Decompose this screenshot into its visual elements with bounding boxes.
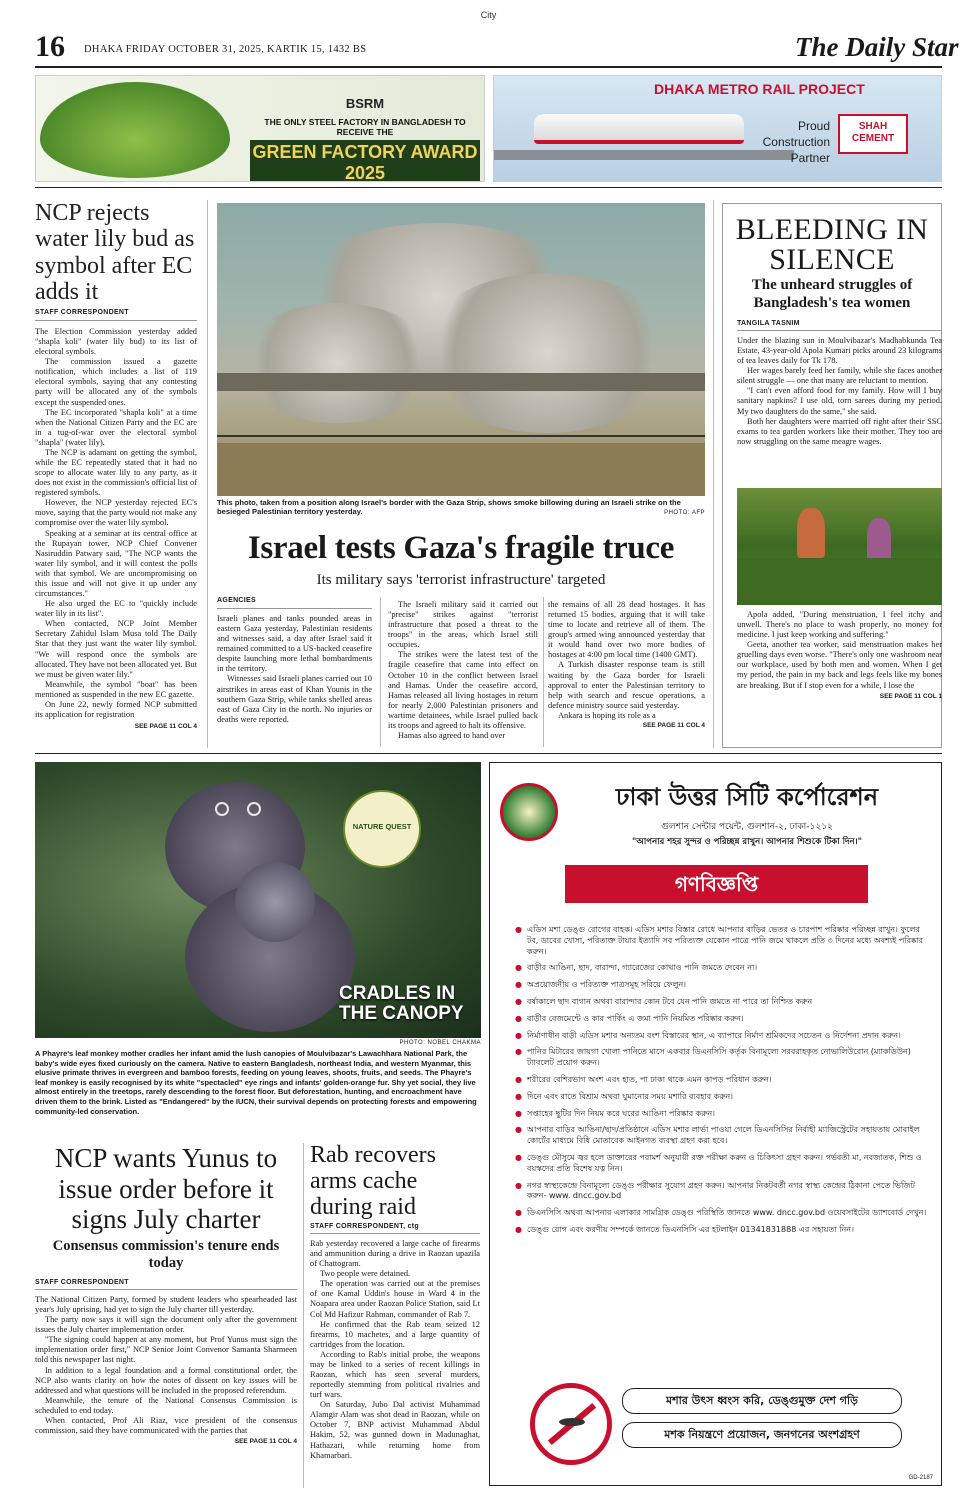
paragraph: Hamas also agreed to hand over: [398, 731, 506, 741]
notice-item: ● এডিস মশা ডেঙ্গু রোগের বাহক। এডিস মশার বিস্তার রোধে আপনার বাড়ির ভেতর ও চারপাশ পরিষ্কার পরিচ্ছন্ন রাখুন। ফুলের টব, ডাবের খোসা, পরিত্যক্ত টায়ার ইত্যাদি সব পরিত্যক্ত যেকোন পাত্রে পানি জমে থাকলে প্রতি ৩ দিনের মধ্যে অবশ্যই পরিষ্কার করুন।: [515, 925, 930, 957]
ncp-continued[interactable]: SEE PAGE 11 COL 4: [134, 723, 197, 731]
tea-deck: The unheard struggles of Bangladesh's tea women: [751, 277, 913, 311]
notice-item: ● আপনার বাড়ির আঙিনা/ছাদ/প্রতিষ্ঠানে এডিস মশার লার্ভা পাওয়া গেলে ডিএনসিসির নির্বাহী ম্যাজিস্ট্রেটের সহায়তায় মোবাইল কোর্টের মাধ্যমে বিধি মোতাবেক আইনগত ব্যবস্থা গ্রহণ করা হবে।: [515, 1125, 930, 1147]
ncp-byline: STAFF CORRESPONDENT: [35, 309, 129, 316]
paragraph: Ankara is hoping its role as a: [558, 710, 656, 720]
nature-quest-badge: NATURE QUEST: [343, 790, 421, 868]
notice-item: ● সপ্তাহের ছুটির দিন নিয়ম করে ঘরের আঙিনা পরিষ্কার করুন।: [515, 1109, 930, 1120]
column-divider: [207, 200, 208, 748]
paragraph: In addition to a legal foundation and a formal constitutional order, the NCP also wants clarity on how the notes of dissent on key issues will be addressed and what questions will be included in the proposed referendum.: [35, 1365, 297, 1395]
ncp-headline[interactable]: NCP rejects water lily bud as symbol after EC adds it: [35, 200, 195, 306]
notice-org: ঢাকা উত্তর সিটি কর্পোরেশন: [615, 783, 879, 811]
bsrm-award: GREEN FACTORY AWARD 2025: [250, 140, 480, 182]
paragraph: Israeli planes and tanks pounded areas in eastern Gaza yesterday, Palestinian residents and witnesses said, a day after Israel said it remained committed to a US-backed ceasefire despite launching more lethal bombardments in the territory.: [217, 614, 372, 674]
notice-item: ● ডেঙ্গু মৌসুমে জ্বর হলে ডাক্তারের পরামর্শ অনুযায়ী রক্ত পরীক্ষা করুন ও চিকিৎসা গ্রহণ করুন। গর্ভবতী মা, নবজাতক, শিশু ও বয়স্কদের প্রতি বিশেষ যত্ন নিন।: [515, 1153, 930, 1175]
dateline: DHAKA FRIDAY OCTOBER 31, 2025, KARTIK 15, 1432 BS: [84, 44, 367, 55]
notice-items: [515, 925, 930, 1242]
rab-byline: STAFF CORRESPONDENT, ctg: [310, 1223, 419, 1230]
ncp-body: [35, 327, 197, 720]
bsrm-tagline: THE ONLY STEEL FACTORY IN BANGLADESH TO RECEIVE THE: [264, 117, 466, 137]
rab-headline[interactable]: Rab recovers arms cache during raid: [310, 1142, 436, 1220]
leaf-monkey-photo: [35, 762, 481, 1038]
paragraph: The commission issued a gazette notification, which includes a list of 119 electoral symbols, saying that any contesting party will be allocated any of the symbols except the suspended ones.: [35, 357, 197, 407]
gaza-photo: [217, 203, 705, 496]
paragraph: Apola added, "During menstruation, I feel itchy and unwell. There's no place to wash properly, no money for medicine. I just keep working and suffering.": [737, 610, 942, 640]
column-divider: [303, 1143, 304, 1488]
paragraph: Meanwhile, the symbol "boat" has been mentioned as suspended in the new EC gazette.: [35, 679, 197, 699]
tea-garden-photo: [737, 488, 942, 605]
gaza-caption: This photo, taken from a position along Israel's border with the Gaza Strip, shows smoke billowing during an Israeli strike on the besieged Palestinian territory yesterday.: [217, 498, 681, 517]
yunus-continued[interactable]: SEE PAGE 11 COL 4: [234, 1438, 297, 1446]
paragraph: Witnesses said Israeli planes carried out 10 airstrikes in areas east of Khan Younis in the southern Gaza Strip, while tanks shelled areas east of Gaza City in the north. No injuries or deaths were reported.: [217, 674, 372, 724]
paragraph: On Saturday, Jubo Dal activist Muhammad Alamgir Alam was shot dead in Raozan, while on October 7, BNP activist Muhammad Abdul Hakim, 52, was gunned down in Madunaghat, Hathazari, while returning home from Khamarbari.: [310, 1400, 480, 1460]
paragraph: The EC incorporated "shapla koli" at a time when the National Citizen Party and the EC are in a tug-of-war over the electoral symbol "shapla" (water lily).: [35, 407, 197, 447]
paragraph: Geeta, another tea worker, said menstruation makes her gruelling days even worse. "There's only one washroom near our workplace, used by both men and women. When I get my period, the pain in my back and legs feels like my bones are breaking. But if I stop even for a while, I lose the: [737, 640, 942, 690]
gaza-col-1: [217, 597, 372, 725]
yunus-headline[interactable]: NCP wants Yunus to issue order before it signs July charter: [54, 1143, 278, 1234]
metro-rail-ad[interactable]: [493, 75, 942, 182]
gaza-col-2: [388, 600, 538, 741]
paragraph: A Turkish disaster response team is still waiting by the Gaza border for Israeli approval to enter the Palestinian territory to help with search and rescue operations, a defence ministry source said yesterday.: [548, 660, 705, 710]
gaza-col-1-body: [217, 614, 372, 725]
metro-title: DHAKA METRO RAIL PROJECT: [654, 81, 865, 97]
tea-continued[interactable]: SEE PAGE 11 COL 1: [879, 692, 942, 700]
paragraph: The strikes were the latest test of the fragile ceasefire that came into effect on October 10 in the conflict between Israel and Hamas. Under the ceasefire accord, Hamas released all living hostages in return for nearly 2,000 Palestinian prisoners and wartime detainees, while Israel pulled back its troops and agreed to halt its offensive.: [388, 650, 538, 730]
viaduct-graphic: [494, 150, 794, 160]
paragraph: "I can't even afford food for my family. How will I buy sanitary napkins? I use old, torn sarees during my period. My two daughters do the same," she said.: [737, 386, 942, 416]
paragraph: Meanwhile, the tenure of the National Consensus Commission is scheduled to end today.: [35, 1395, 297, 1415]
leaf-graphic: [40, 82, 230, 178]
paragraph: However, the NCP yesterday rejected EC's move, saying that the party would not make any compromise over the water lily symbol.: [35, 498, 197, 528]
dncc-seal: [500, 783, 558, 841]
notice-bottom-line-2: মশক নিয়ন্ত্রণে প্রয়োজন, জনগনের অংশগ্রহণ: [622, 1422, 902, 1448]
gaza-byline: AGENCIES: [217, 597, 256, 604]
notice-item: ● বাড়ীর বেজমেন্টে ও কার পার্কিং এ জমা পানি নিয়মিত পরিষ্কার করুন।: [515, 1014, 930, 1025]
paragraph: The Election Commission yesterday added "shapla koli" (water lily bud) to its list of electoral symbols.: [35, 327, 197, 357]
paragraph: He also urged the EC to "quickly include water lily in its list".: [35, 599, 197, 619]
paragraph: The Israeli military said it carried out "precise" strikes against "terrorist infrastructure that posed a threat to the troops" in the areas, which Israel still occupies.: [388, 600, 538, 650]
train-graphic: [534, 114, 744, 144]
paragraph: Speaking at a seminar at its central office at the Rupayan tower, NCP Chief Convener Nasiruddin Patwary said, "The NCP wants the water lily symbol, and it will contest the polls with that symbol. We are uncompromising on this issue and will not give it up under any circumstances.": [35, 528, 197, 599]
yunus-byline: STAFF CORRESPONDENT: [35, 1279, 129, 1286]
notice-item: ● বর্ষাকালে ছাদ বাগান অথবা বারান্দার কোন টবে যেন পানি জমতে না পারে তা নিশ্চিত করুন: [515, 997, 930, 1008]
gaza-headline[interactable]: Israel tests Gaza's fragile truce: [247, 530, 675, 566]
notice-item: ● বাড়ীর আঙিনা, ছাদ, বারান্দা, গ্যারেজের কোথাও পানি জমতে দেবেন না।: [515, 963, 930, 974]
rab-body: [310, 1239, 480, 1461]
paragraph: When contacted, NCP Joint Member Secretary Zahidul Islam Musa told The Daily Star that they just want the water lily symbol. "We will respond once the symbols are allocated. They have not been allocated yet. But we must be given water lily.": [35, 619, 197, 679]
notice-item: ● পানির মিটারের জায়গা খোলা পানিতে মাসে একবার ডিএনসিসি কর্তৃক বিনামূল্যে সরবরাহকৃত নোভালিউরোন (ম্যাকডিউন) ট্যাবলেট প্রয়োগ করুন।: [515, 1047, 930, 1069]
notice-slogan: "আপনার শহর সুন্দর ও পরিচ্ছন্ন রাখুন। আপনার শিশুকে টিকা দিন।": [631, 837, 863, 847]
notice-item: ● নির্মাণাধীন বাড়ী এডিস মশার অন্যতম বংশ বিস্তারের স্থান, এ ব্যাপারে নির্মাণ শ্রমিকদের সচেতন ও নির্দেশনা প্রদান করুন।: [515, 1031, 930, 1042]
tea-story-continued: [737, 610, 942, 700]
ads-rule: [35, 187, 942, 188]
gaza-col-3-body: [548, 600, 705, 721]
dncc-public-notice[interactable]: [489, 762, 942, 1486]
paragraph: "The signing could happen at any moment, but Prof Yunus must sign the implementation order first," NCP Senior Joint Convenor Samanta Sharmeen told this newspaper last night.: [35, 1335, 297, 1365]
notice-bottom-line-1: মশার উৎস ধ্বংস করি, ডেঙ্গুমুক্ত দেশ গড়ি: [622, 1388, 902, 1414]
nature-photo-credit: PHOTO: NOBEL CHAKMA: [399, 1040, 481, 1046]
notice-address: গুলশান সেন্টার পয়েন্ট, গুলশান-২, ঢাকা-১২১২: [661, 822, 833, 832]
metro-tagline: Proud Construction Partner: [762, 119, 830, 166]
page-number: 16: [35, 30, 65, 63]
shah-cement-logo: SHAH CEMENT: [838, 114, 908, 154]
bsrm-ad[interactable]: [35, 75, 485, 182]
header-rule: [35, 66, 942, 68]
paragraph: The NCP is adamant on getting the symbol, while the EC repeatedly stated that it had no scope to allocate water lily to any party, as it does not exist in the commission's official list of registered symbols.: [35, 447, 197, 498]
notice-item: ● অপ্রয়োজনীয় ও পরিত্যক্ত পাত্রসমূহ সরিয়ে ফেলুন।: [515, 980, 930, 991]
paragraph: Rab yesterday recovered a large cache of firearms and ammunition during a drive in Raozan upazila of Chattogram.: [310, 1239, 480, 1269]
tea-body-top: [737, 336, 942, 447]
gaza-photo-credit: PHOTO: AFP: [664, 510, 705, 516]
notice-code: GD-2187: [908, 1475, 933, 1481]
tea-story: [737, 320, 942, 447]
paragraph: When contacted, Prof Ali Riaz, vice president of the consensus commission, said they have communicated with the parties that: [35, 1415, 297, 1436]
paragraph: According to Rab's initial probe, the weapons may be linked to a series of recent killings in Raozan, which has seen several murders, reportedly stemming from political rivalries and turf wars.: [310, 1349, 480, 1400]
paragraph: Two people were detained.: [320, 1269, 411, 1279]
tea-body-bottom: [737, 610, 942, 691]
gaza-col-3: [548, 600, 705, 729]
notice-item: ● শরীরের বেশিরভাগ অংশ এবং হাত, পা ঢাকা থাকে এমন কাপড় পরিধান করুন।: [515, 1075, 930, 1086]
gaza-deck: Its military says 'terrorist infrastructure' targeted: [316, 572, 606, 588]
column-divider: [713, 200, 714, 748]
yunus-story: [35, 1279, 297, 1445]
ncp-story: [35, 309, 197, 730]
paragraph: Both her daughters were married off right after their SSC exams to tea garden workers like their mother. They too are now struggling on the same meagre wages.: [737, 416, 942, 446]
notice-item: ● ডেঙ্গু রোগ এবং করণীয় সম্পর্কে জানতে ডিএনসিসি এর হটলাইন 01341831888 এর সহায়তা নিন।: [515, 1225, 930, 1236]
column-divider: [543, 597, 544, 747]
yunus-body: [35, 1295, 297, 1436]
paragraph: The operation was carried out at the premises of one Kamal Uddin's house in Ward 4 in the Noapara area under Raozan Police Station, said Lt Col Md Hafizur Rahman, commander of Rab 7.: [310, 1279, 480, 1319]
paragraph: The National Citizen Party, formed by student leaders who spearheaded last year's July uprising, had yet to sign the July charter till yesterday.: [35, 1295, 297, 1315]
yunus-deck: Consensus commission's tenure ends today: [52, 1238, 280, 1272]
tea-byline: TANGILA TASNIM: [737, 320, 800, 327]
mid-rule: [35, 753, 942, 754]
column-divider: [380, 597, 381, 747]
canopy-overlay-title: CRADLES IN THE CANOPY: [339, 983, 464, 1024]
rab-story: [310, 1223, 480, 1461]
nature-caption: A Phayre's leaf monkey mother cradles her infant amid the lush canopies of Moulvibazar's Lawachhara National Park, the baby's wide eyes fixed curiously on the camera. Native to eastern Bangladesh, northeast India, and western Myanmar, this elusive primate thrives in evergreen and bamboo forests, feeding on young leaves, shoots, fruits, and seeds. The Phayre's leaf monkey is easily recognised by its white "spectacled" eye rings and infants' golden-orange fur. Shy yet social, they live almost entirely in the treetops, rarely descending to the forest floor. But deforestation, hunting, and encroachment have driven them to the brink. Listed as "Endangered" by the IUCN, their survival depends on protecting forests and empowering community-led conservation.: [35, 1049, 477, 1116]
notice-item: ● দিনে এবং রাতে বিশ্রাম অথবা ঘুমানোর সময় মশারি ব্যবহার করুন।: [515, 1092, 930, 1103]
notice-title: গণবিজ্ঞপ্তি: [565, 865, 868, 903]
section-label: City: [480, 10, 497, 20]
bsrm-logo: BSRM: [345, 96, 385, 111]
notice-item: ● ডিএনসিসি অথবা আপনার এলাকার সামগ্রিক ডেঙ্গু পরিস্থিতি জানতে www. dncc.gov.bd ওয়েবসাইটের ড্যাশবোর্ড দেখুন।: [515, 1208, 930, 1219]
paragraph: The party now says it will sign the document only after the government issues the July charter implementation order.: [35, 1315, 297, 1335]
paragraph: Under the blazing sun in Moulvibazar's Madhabkunda Tea Estate, 43-year-old Apola Kumari picks around 23 kilograms of tea leaves daily for Tk 178.: [737, 336, 942, 366]
notice-item: ● নগর স্বাস্থ্যকেন্দ্রে বিনামূল্যে ডেঙ্গু পরীক্ষার সুযোগ গ্রহণ করুন। আপনার নিকটবর্তী নগর স্বাস্থ্য কেন্দ্রের ঠিকানা পেতে ভিজিট করুন- www. dncc.gov.bd: [515, 1181, 930, 1203]
paragraph: He confirmed that the Rab team seized 12 firearms, 10 machetes, and a large quantity of cartridges from the location.: [310, 1319, 480, 1349]
paragraph: the remains of all 28 dead hostages. It has returned 15 bodies, arguing that it will take time to locate and retrieve all of them. The group's armed wing announced yesterday that it would hand over two more bodies of hostages at 4:00 pm local time (1400 GMT).: [548, 600, 705, 660]
gaza-continued[interactable]: SEE PAGE 11 COL 4: [642, 721, 705, 729]
masthead-logo[interactable]: The Daily Star: [795, 32, 959, 62]
paragraph: On June 22, newly formed NCP submitted its application for registration: [35, 699, 197, 719]
paragraph: Her wages barely feed her family, while she faces another silent struggle — one that many are reluctant to mention.: [737, 366, 942, 386]
tea-headline[interactable]: BLEEDING IN SILENCE: [735, 213, 929, 276]
no-mosquito-icon: [530, 1383, 612, 1465]
